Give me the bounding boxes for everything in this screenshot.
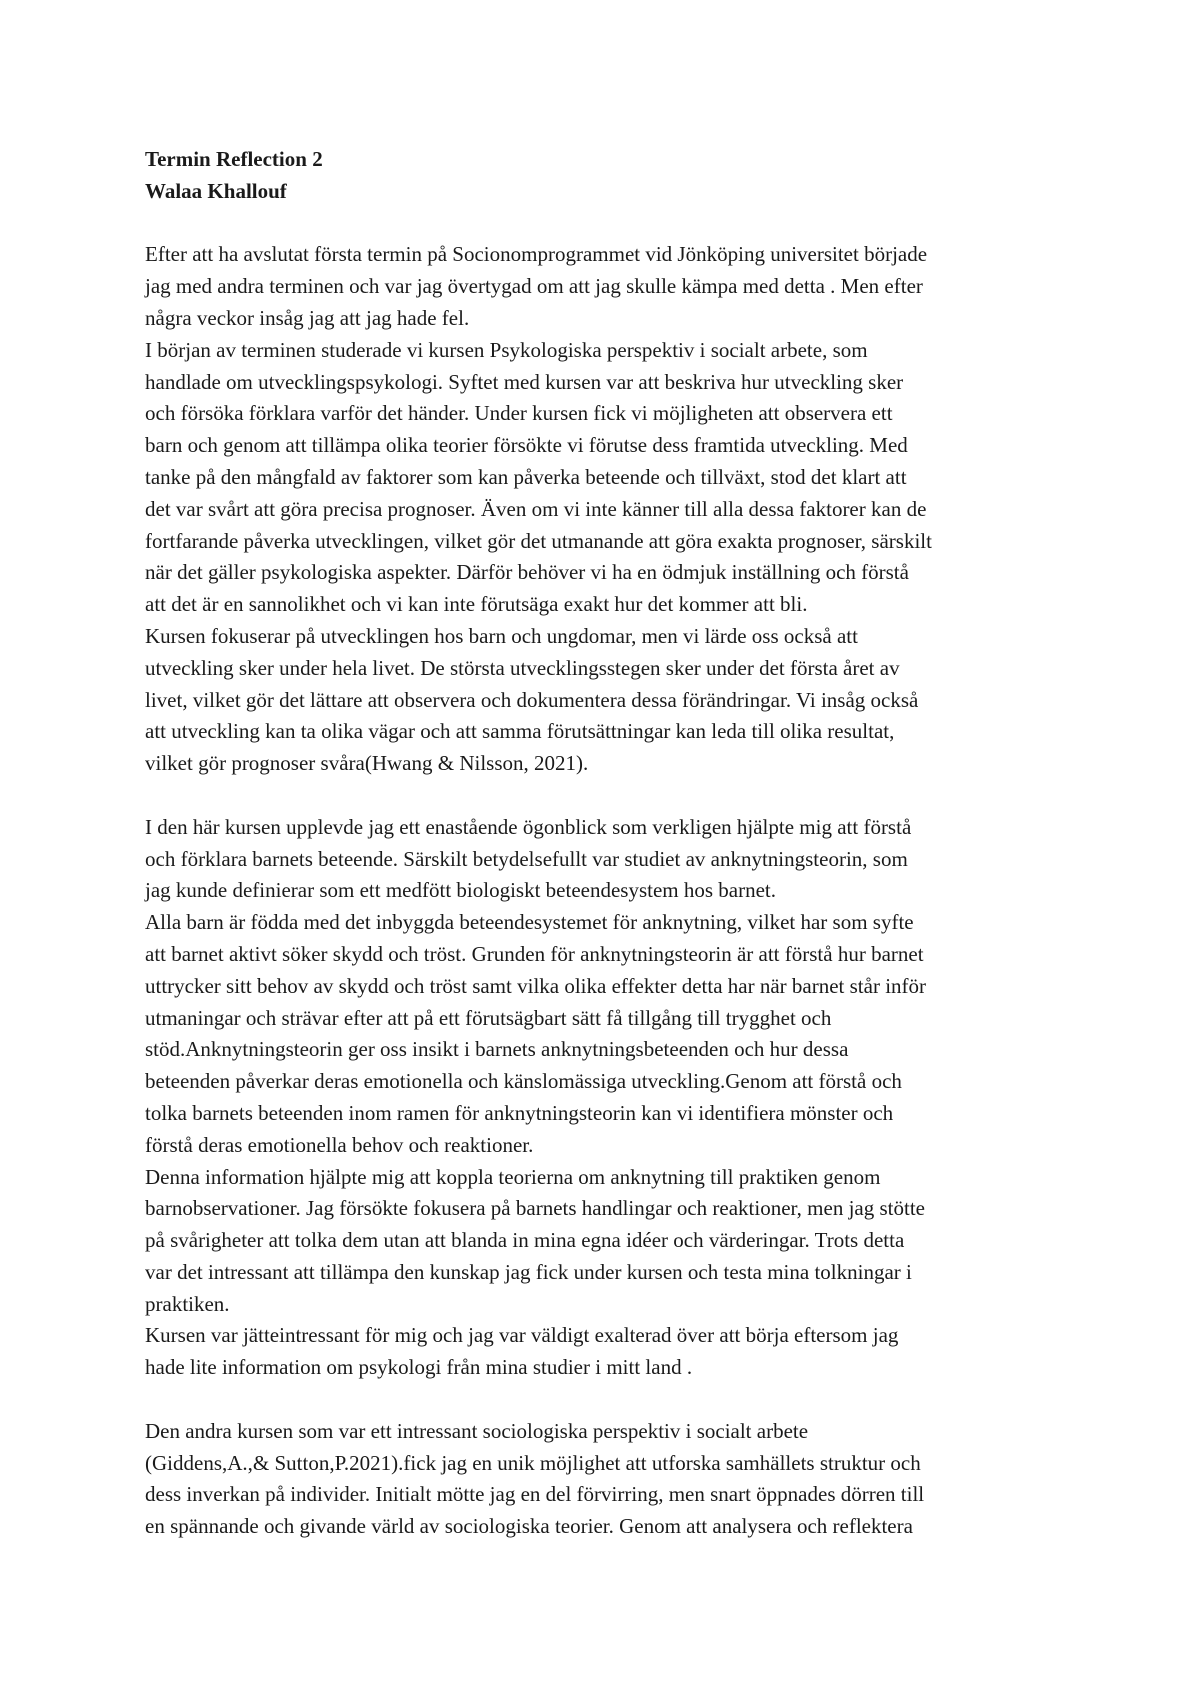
text-line: hade lite information om psykologi från mina studier i mitt land .: [145, 1355, 693, 1380]
text-line: stöd.Anknytningsteorin ger oss insikt i barnets anknytningsbeteenden och hur dessa: [145, 1037, 849, 1062]
document-body: [145, 144, 1065, 1543]
blank-line: [145, 780, 1065, 812]
text-line: handlade om utvecklingspsykologi. Syftet med kursen var att beskriva hur utveckling sker: [145, 369, 904, 394]
paragraph-block: [145, 812, 1065, 1384]
text-line: beteenden påverkar deras emotionella och känslomässiga utveckling.Genom att förstå och: [145, 1069, 902, 1094]
text-line: vilket gör prognoser svåra(Hwang & Nilsson, 2021).: [145, 751, 589, 776]
text-line: uttrycker sitt behov av skydd och tröst samt vilka olika effekter detta har när barnet står inför: [145, 973, 927, 998]
paragraph-block: [145, 239, 1065, 780]
text-line: och förklara barnets beteende. Särskilt betydelsefullt var studiet av anknytningsteorin, som: [145, 846, 908, 871]
text-line: jag kunde definierar som ett medfött biologiskt beteendesystem hos barnet.: [145, 878, 777, 903]
blank-line: [145, 1384, 1065, 1416]
text-line: några veckor insåg jag att jag hade fel.: [145, 305, 470, 330]
text-line: Kursen var jätteintressant för mig och jag var väldigt exalterad över att börja eftersom jag: [145, 1323, 899, 1348]
text-line: Alla barn är födda med det inbyggda beteendesystemet för anknytning, vilket har som syfte: [145, 910, 914, 935]
text-line: jag med andra terminen och var jag övertygad om att jag skulle kämpa med detta . Men efter: [145, 274, 923, 299]
text-line: praktiken.: [145, 1291, 230, 1316]
text-line: när det gäller psykologiska aspekter. Därför behöver vi ha en ödmjuk inställning och förstå: [145, 560, 909, 585]
text-line: barn och genom att tillämpa olika teorier försökte vi förutse dess framtida utveckling. Med: [145, 433, 908, 458]
text-line: utveckling sker under hela livet. De största utvecklingsstegen sker under det första året av: [145, 655, 900, 680]
text-line: Kursen fokuserar på utvecklingen hos barn och ungdomar, men vi lärde oss också att: [145, 623, 858, 648]
text-line: Den andra kursen som var ett intressant sociologiska perspektiv i socialt arbete: [145, 1418, 809, 1443]
text-line: var det intressant att tillämpa den kunskap jag fick under kursen och testa mina tolkningar i: [145, 1259, 912, 1284]
text-line: och försöka förklara varför det händer. Under kursen fick vi möjligheten att observera ett: [145, 401, 893, 426]
text-line: förstå deras emotionella behov och reaktioner.: [145, 1132, 534, 1157]
paragraph-block: [145, 1416, 1065, 1543]
text-line: en spännande och givande värld av sociologiska teorier. Genom att analysera och reflektera: [145, 1514, 913, 1539]
text-line: tanke på den mångfald av faktorer som kan påverka beteende och tillväxt, stod det klart att: [145, 464, 907, 489]
text-line: Denna information hjälpte mig att koppla teorierna om anknytning till praktiken genom: [145, 1164, 881, 1189]
text-line: tolka barnets beteenden inom ramen för anknytningsteorin kan vi identifiera mönster och: [145, 1100, 894, 1125]
text-line: på svårigheter att tolka dem utan att blanda in mina egna idéer och värderingar. Trots detta: [145, 1228, 905, 1253]
text-line: I början av terminen studerade vi kursen Psykologiska perspektiv i socialt arbete, som: [145, 337, 868, 362]
blank-line: [145, 208, 1065, 240]
document-sections: [145, 239, 1065, 1543]
text-line: att utveckling kan ta olika vägar och att samma förutsättningar kan leda till olika resultat,: [145, 719, 895, 744]
text-line: livet, vilket gör det lättare att observera och dokumentera dessa förändringar. Vi insåg också: [145, 687, 919, 712]
text-line: det var svårt att göra precisa prognoser. Även om vi inte känner till alla dessa faktorer kan de: [145, 496, 927, 521]
text-line: att det är en sannolikhet och vi kan inte förutsäga exakt hur det kommer att bli.: [145, 592, 808, 617]
text-line: I den här kursen upplevde jag ett enastående ögonblick som verkligen hjälpte mig att förstå: [145, 814, 912, 839]
text-line: dess inverkan på individer. Initialt mötte jag en del förvirring, men snart öppnades dörren till: [145, 1482, 925, 1507]
text-line: utmaningar och strävar efter att på ett förutsägbart sätt få tillgång till trygghet och: [145, 1005, 832, 1030]
document-author: Walaa Khallouf: [145, 178, 287, 203]
document-title: Termin Reflection 2: [145, 147, 323, 171]
text-line: Efter att ha avslutat första termin på Socionomprogrammet vid Jönköping universitet började: [145, 242, 928, 267]
text-line: fortfarande påverka utvecklingen, vilket gör det utmanande att göra exakta prognoser, särskilt: [145, 528, 932, 553]
text-line: att barnet aktivt söker skydd och tröst. Grunden för anknytningsteorin är att förstå hur barnet: [145, 941, 924, 966]
text-line: barnobservationer. Jag försökte fokusera på barnets handlingar och reaktioner, men jag stötte: [145, 1196, 925, 1221]
text-line: (Giddens,A.,& Sutton,P.2021).fick jag en unik möjlighet att utforska samhällets struktur och: [145, 1450, 921, 1475]
